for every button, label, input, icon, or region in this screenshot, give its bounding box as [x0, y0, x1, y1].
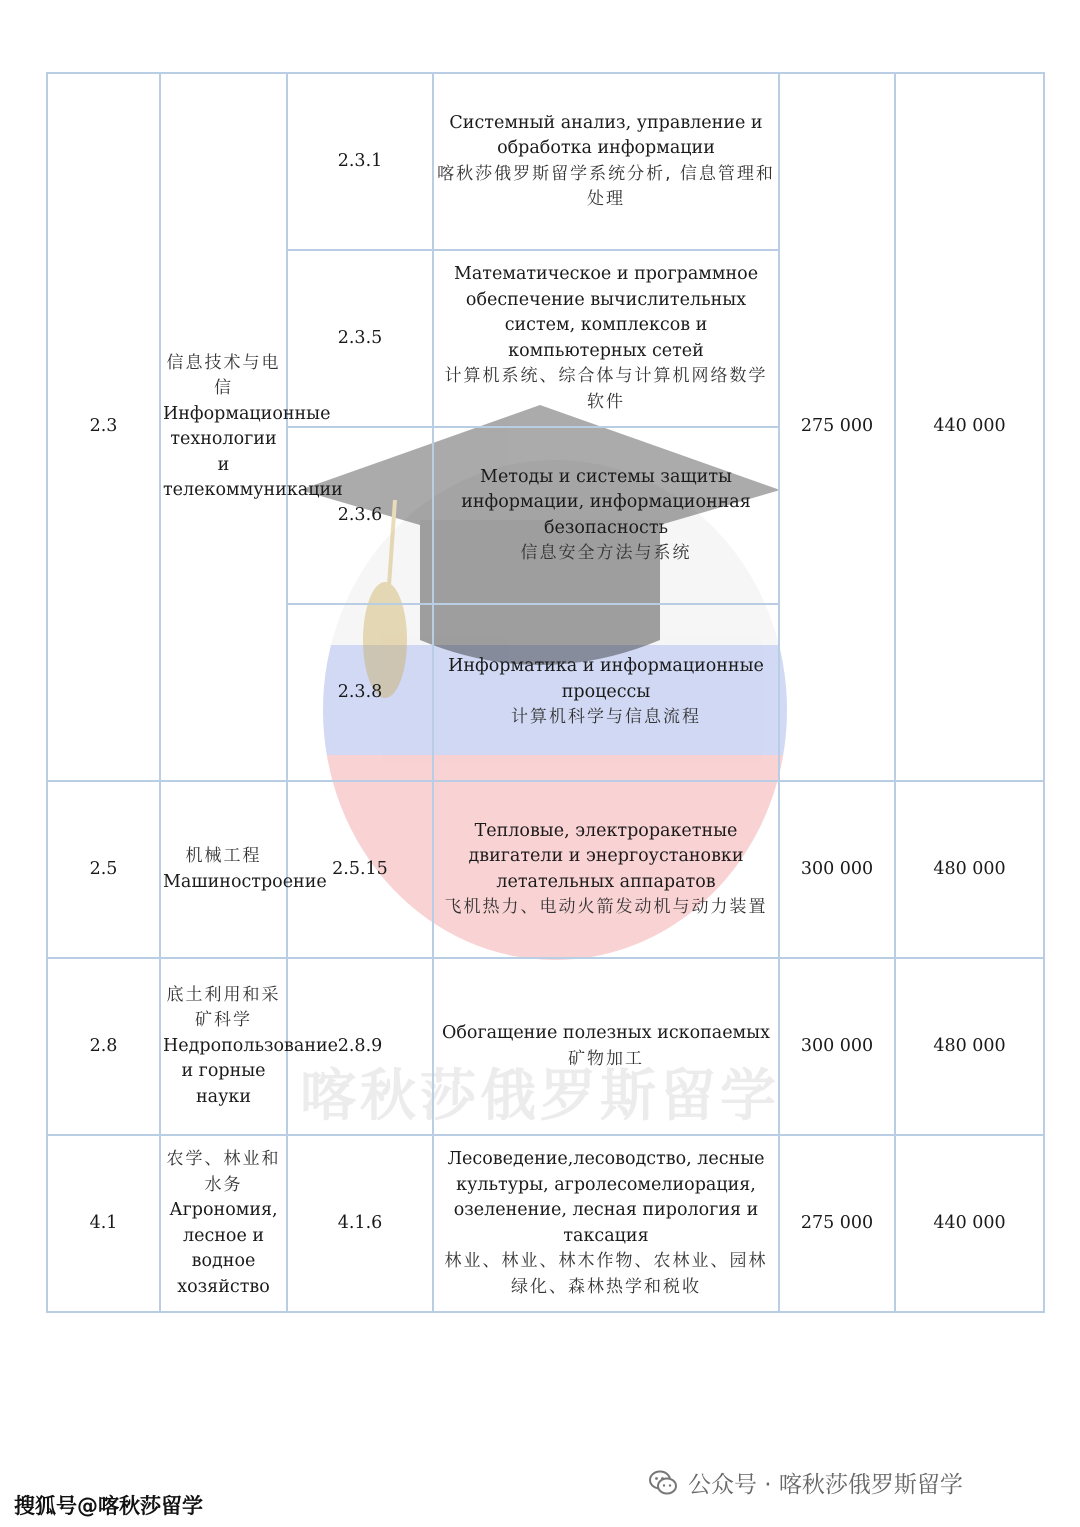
specialty-name-cell [433, 73, 779, 250]
specialty-name-zh: 喀秋莎俄罗斯留学系统分析, 信息管理和处理 [437, 163, 775, 209]
group-code-cell: 4.1 [47, 1135, 160, 1312]
group-name-zh: 机械工程 [185, 846, 262, 866]
price-cell-2: 480 000 [895, 958, 1044, 1135]
price-cell-2: 440 000 [895, 73, 1044, 781]
specialty-name-ru: Системный анализ, управление и обработка информации [449, 112, 763, 158]
price-cell-1: 300 000 [779, 958, 895, 1135]
group-name-cell [160, 781, 327, 958]
specialty-code-cell: 2.8.9 [287, 958, 433, 1135]
group-name-cell [160, 73, 343, 781]
specialty-name-zh: 计算机科学与信息流程 [511, 707, 701, 728]
specialty-code-cell: 2.5.15 [287, 781, 433, 958]
group-name-ru: Информационные технологии и телекоммуникации [163, 403, 343, 500]
specialty-code-cell: 2.3.6 [287, 427, 433, 604]
sohu-account-label: 搜狐号@喀秋莎留学 [14, 1494, 203, 1518]
price-cell-1: 300 000 [779, 781, 895, 958]
group-name-ru: Недропользование и горные науки [163, 1035, 339, 1107]
table-row [47, 73, 1044, 250]
specialty-name-cell [433, 781, 779, 958]
price-cell-2: 440 000 [895, 1135, 1044, 1312]
specialty-name-cell [433, 1135, 779, 1312]
specialty-name-zh: 信息安全方法与系统 [520, 543, 692, 563]
specialty-code-cell: 4.1.6 [287, 1135, 433, 1312]
specialty-name-cell [433, 427, 779, 604]
group-name-zh: 信息技术与电信 [166, 352, 281, 398]
wechat-account-label [648, 1466, 963, 1499]
group-name-zh: 底土利用和采矿科学 [166, 984, 281, 1031]
group-code-cell: 2.8 [47, 958, 160, 1135]
table-row [47, 1135, 1044, 1312]
price-cell-2: 480 000 [895, 781, 1044, 958]
wechat-account-text: 公众号 · 喀秋莎俄罗斯留学 [688, 1472, 963, 1498]
group-name-ru: Машиностроение [163, 871, 327, 892]
group-name-zh: 农学、林业和水务 [166, 1149, 281, 1195]
specialty-name-ru: Тепловые, электроракетные двигатели и энергоустановки летательных аппаратов [468, 820, 744, 892]
group-name-ru: Агрономия, лесное и водное хозяйство [169, 1200, 278, 1297]
watermark-text: 喀秋莎俄罗斯留学 [300, 1064, 780, 1129]
specialty-name-cell [433, 604, 779, 781]
specialty-name-zh: 林业、林业、林木作物、农林业、园林绿化、森林热学和税收 [444, 1251, 768, 1297]
group-code-cell: 2.3 [47, 73, 160, 781]
specialty-name-zh: 飞机热力、电动火箭发动机与动力装置 [444, 897, 768, 917]
specialty-name-ru: Методы и системы защиты информации, информационная безопасность [461, 466, 751, 538]
specialty-code-cell: 2.3.5 [287, 250, 433, 427]
table-row [47, 781, 1044, 958]
group-name-cell [160, 958, 339, 1135]
specialty-name-ru: Обогащение полезных ископаемых [442, 1023, 770, 1043]
group-name-cell [160, 1135, 287, 1312]
specialty-name-cell [433, 958, 779, 1135]
specialty-code-cell: 2.3.1 [287, 73, 433, 250]
specialty-name-zh: 计算机系统、综合体与计算机网络数学软件 [444, 366, 768, 412]
specialty-name-cell [433, 250, 779, 427]
price-cell-1: 275 000 [779, 73, 895, 781]
specialty-code-cell: 2.3.8 [287, 604, 433, 781]
group-code-cell: 2.5 [47, 781, 160, 958]
specialty-name-zh: 矿物加工 [568, 1048, 644, 1069]
price-cell-1: 275 000 [779, 1135, 895, 1312]
specialty-name-ru: Лесоведение,лесоводство, лесные культуры, агролесомелиорация, озеленение, лесная пирология и таксация [447, 1149, 765, 1246]
specialty-name-ru: Математическое и программное обеспечение вычислительных систем, комплексов и компьютерных сетей [453, 264, 759, 361]
specialty-name-ru: Информатика и информационные процессы [448, 656, 764, 702]
wechat-icon [648, 1468, 678, 1498]
table-row [47, 958, 1044, 1135]
program-fee-table [46, 72, 1045, 1313]
